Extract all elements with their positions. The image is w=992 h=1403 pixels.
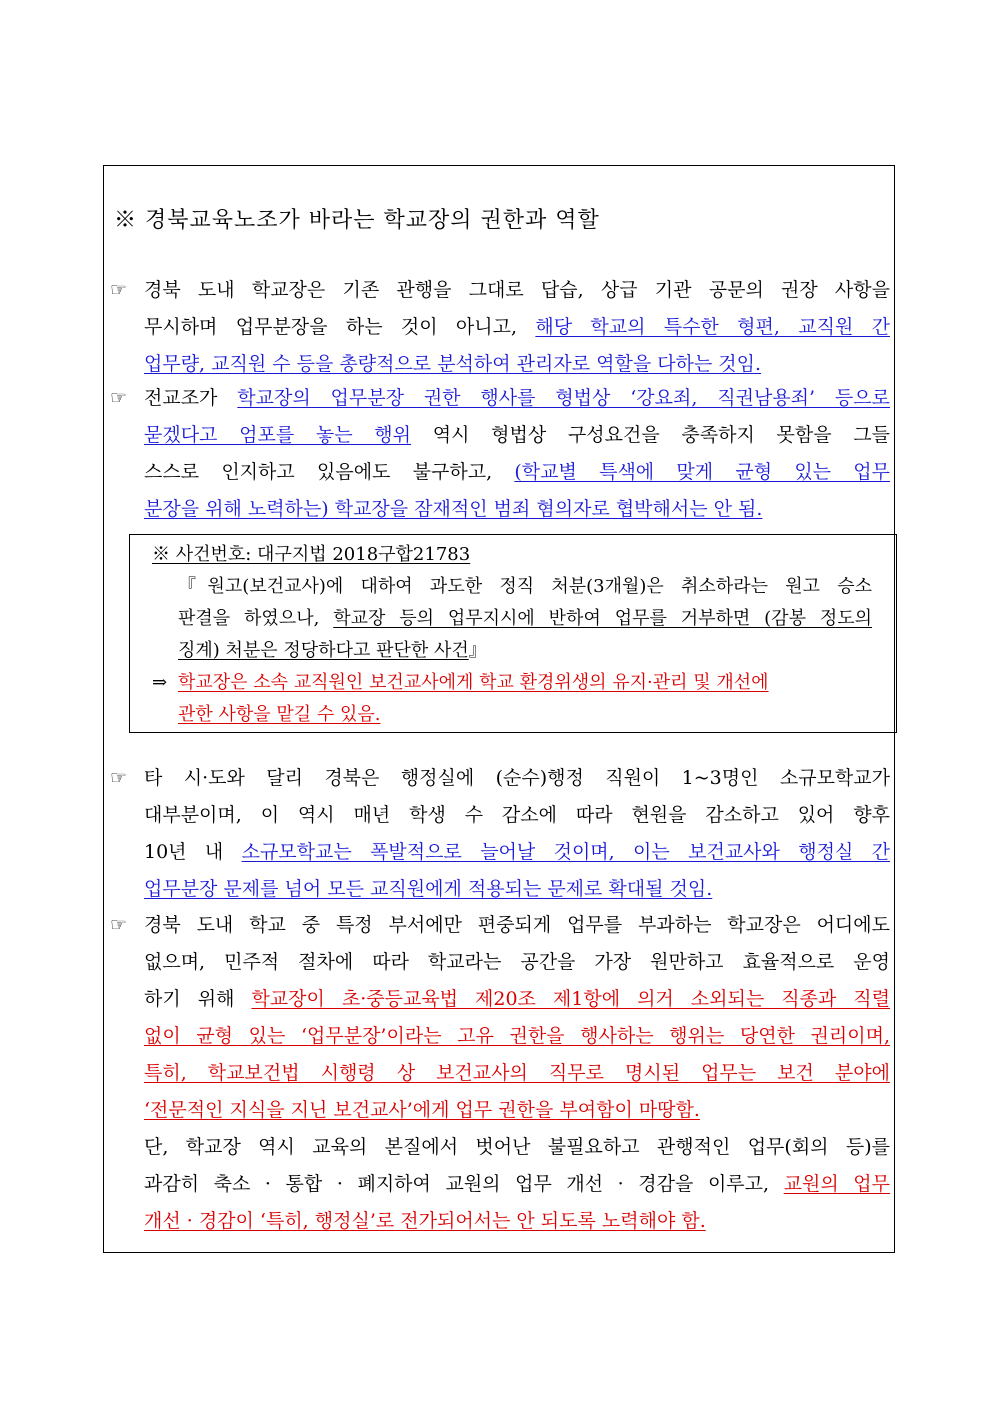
- case-line: 판결을 하였으나, 학교장 등의 업무지시에 반하여 업무를 거부하면 (감봉 정도의: [178, 608, 872, 629]
- pointer-icon: ☞: [110, 387, 128, 409]
- case-line: 『원고(보건교사)에 대하여 과도한 정직 처분(3개월)은 취소하라는 원고 승소: [178, 576, 872, 597]
- paragraph-4: ☞ 경북 도내 학교 중 특정 부서에만 편중되게 업무를 부과하는 학교장은 어디에도 없으며, 민주적 절차에 따라 학교라는 공간을 가장 원만하고 효율적으로 운영 하기 위해 학교장이 초·중등교육법 제20조 제1항에 의거 소외되는 직종과 직렬 없이 균형 있는 ‘업무분장’이라는 고유 권한을 행사하는 행위는 당연한 권리이며, 특히, 학교보건법 시행령 상 보건교사의 직무로 명시된 업무는 보건 분야에 ‘전문적인 지식을 지닌 보건교사’에게 업무 권한을 부여함이 마땅함. 단, 학교장 역시 교육의 본질에서 벗어난 불필요하고 관행적인 업무(회의 등)를 과감히 축소 · 통합 · 폐지하여 교원의 업무 개선 · 경감을 이루고, 교원의 업무 개선 · 경감이 ‘특히, 행정실’로 전가되어서는 안 되도록 노력해야 함.: [110, 907, 890, 1240]
- paragraph-2: ☞ 전교조가 학교장의 업무분장 권한 행사를 형법상 ‘강요죄, 직권남용죄’ 등으로 묻겠다고 엄포를 놓는 행위 역시 형법상 구성요건을 충족하지 못함을 그들 스스로 인지하고 있음에도 불구하고, (학교별 특색에 맞게 균형 있는 업무 분장을 위해 노력하는) 학교장을 잠재적인 범죄 혐의자로 협박해서는 안 됨.: [110, 380, 890, 528]
- arrow-icon: ⇒: [152, 672, 168, 693]
- pointer-icon: ☞: [110, 914, 128, 936]
- highlight-text: 해당 학교의 특수한 형편, 교직원 간: [535, 316, 890, 338]
- case-conclusion: ⇒ 학교장은 소속 교직원인 보건교사에게 학교 환경위생의 유지·관리 및 개선에: [152, 668, 872, 697]
- highlight-text: 업무량, 교직원 수 등을 총량적으로 분석하여 관리자로 역할을 다하는 것임.: [144, 353, 762, 375]
- case-heading: ※ 사건번호: 대구지법 2018구합21783: [152, 544, 471, 565]
- case-line: 징계) 처분은 정당하다고 판단한 사건』: [178, 640, 487, 661]
- pointer-icon: ☞: [110, 767, 128, 789]
- highlight-text: 교원의 업무: [783, 1173, 890, 1195]
- highlight-text: 학교장의 업무분장 권한 행사를 형법상 ‘강요죄, 직권남용죄’ 등으로: [237, 387, 890, 409]
- highlight-text: 소규모학교는 폭발적으로 늘어날 것이며, 이는 보건교사와 행정실 간: [241, 841, 890, 863]
- highlight-text: (학교별 특색에 맞게 균형 있는 업무: [514, 461, 890, 483]
- highlight-text: 개선 · 경감이 ‘특히, 행정실’로 전가되어서는 안 되도록 노력해야 함.: [144, 1210, 706, 1232]
- paragraph-1: ☞ 경북 도내 학교장은 기존 관행을 그대로 답습, 상급 기관 공문의 권장 사항을 무시하며 업무분장을 하는 것이 아니고, 해당 학교의 특수한 형편, 교직원 간 업무량, 교직원 수 등을 총량적으로 분석하여 관리자로 역할을 다하는 것임.: [110, 272, 890, 383]
- highlight-text: ‘전문적인 지식을 지닌 보건교사’에게 업무 권한을 부여함이 마땅함.: [144, 1099, 700, 1121]
- highlight-text: 없이 균형 있는 ‘업무분장’이라는 고유 권한을 행사하는 행위는 당연한 권리이며,: [144, 1025, 890, 1047]
- pointer-icon: ☞: [110, 279, 128, 301]
- highlight-text: 분장을 위해 노력하는) 학교장을 잠재적인 범죄 혐의자로 협박해서는 안 됨.: [144, 498, 763, 520]
- highlight-text: 묻겠다고 엄포를 놓는 행위: [144, 424, 412, 446]
- document-title: ※ 경북교육노조가 바라는 학교장의 권한과 역할: [114, 208, 600, 233]
- paragraph-3: ☞ 타 시·도와 달리 경북은 행정실에 (순수)행정 직원이 1~3명인 소규모학교가 대부분이며, 이 역시 매년 학생 수 감소에 따라 현원을 감소하고 있어 향후 10년 내 소규모학교는 폭발적으로 늘어날 것이며, 이는 보건교사와 행정실 간 업무분장 문제를 넘어 모든 교직원에게 적용되는 문제로 확대될 것임.: [110, 760, 890, 908]
- highlight-text: 학교장이 초·중등교육법 제20조 제1항에 의거 소외되는 직종과 직렬: [251, 988, 890, 1010]
- highlight-text: 업무분장 문제를 넘어 모든 교직원에게 적용되는 문제로 확대될 것임.: [144, 878, 713, 900]
- case-conclusion: 관한 사항을 맡길 수 있음.: [178, 704, 381, 725]
- highlight-text: 특히, 학교보건법 시행령 상 보건교사의 직무로 명시된 업무는 보건 분야에: [144, 1062, 890, 1084]
